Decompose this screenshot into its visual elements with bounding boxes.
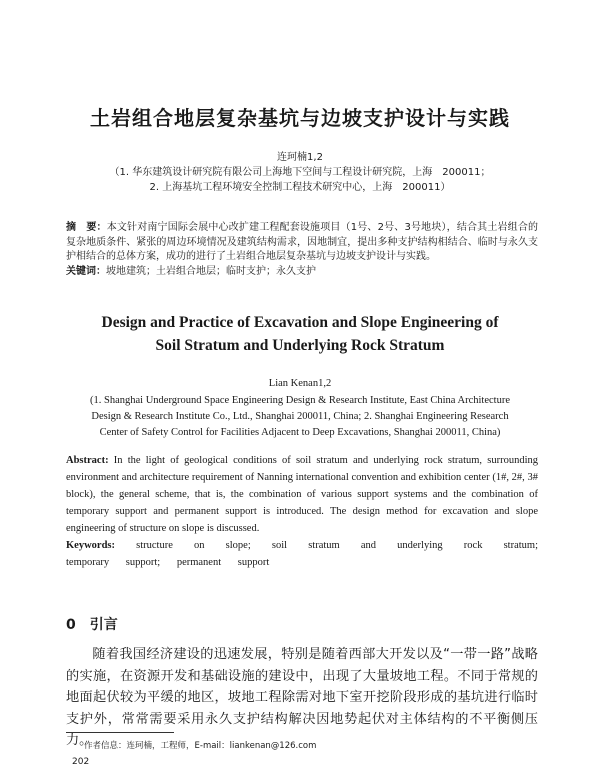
- english-title-line-1: Design and Practice of Excavation and Slope Engineering of: [101, 314, 499, 331]
- keywords-label: 关键词：: [66, 266, 106, 278]
- english-abstract: [66, 452, 538, 571]
- chinese-affiliation-2: 2. 上海基坑工程环境安全控制工程技术研究中心，上海 200011）: [149, 182, 451, 193]
- chinese-author: 连珂楠1,2: [277, 152, 323, 163]
- keywords-label-en: Keywords:: [66, 540, 115, 551]
- english-affiliation-2: Design & Research Institute Co., Ltd., Shanghai 200011, China; 2. Shanghai Engineering Research: [91, 411, 509, 422]
- section-body: 随着我国经济建设的迅速发展，特别是随着西部大开发以及“一带一路”战略的实施，在资源开发和基础设施的建设中，出现了大量坡地工程。不同于常规的地面起伏较为平缓的地区，坡地工程除需对地下室开挖阶段形成的基坑进行临时支护外，常常需要采用永久支护结构解决因地势起伏对主体结构的不平衡侧压力。: [66, 647, 538, 748]
- chinese-title: 土岩组合地层复杂基坑与边坡支护设计与实践: [90, 106, 510, 130]
- keywords-text-en: structure on slope; soil stratum and underlying rock stratum; temporary support; permanent support: [66, 540, 538, 568]
- chinese-affiliation-1: （1. 华东建筑设计研究院有限公司上海地下空间与工程设计研究院，上海 200011；: [109, 167, 491, 178]
- abstract-label-en: Abstract:: [66, 455, 109, 466]
- keywords-text: 坡地建筑；土岩组合地层；临时支护；永久支护: [106, 266, 316, 278]
- english-affiliation-1: (1. Shanghai Underground Space Engineering Design & Research Institute, East China Architecture: [90, 395, 510, 406]
- footnote: 作者信息：连珂楠，工程师，E-mail：liankenan@126.com: [84, 741, 317, 751]
- abstract-text-en: In the light of geological conditions of soil stratum and underlying rock stratum, surrounding environment and architecture requirement of Nanning international convention and exhibition center (1#, 2#, 3# block), the general scheme, that is, the combination of various support systems and the combination of temporary support and permanent support is introduced. The design method for excavation and slope engineering of structure on slope is discussed.: [66, 455, 538, 534]
- abstract-label: 摘 要：: [66, 222, 107, 233]
- abstract-text: 本文针对南宁国际会展中心改扩建工程配套设施项目（1号、2号、3号地块），结合其土岩组合的复杂地质条件、紧张的周边环境情况及建筑结构需求，因地制宜，提出多种支护结构相结合、临时与永久支护相结合的总体方案，成功的进行了土岩组合地层复杂基坑与边坡支护设计与实践。: [66, 222, 539, 263]
- footnote-divider: [66, 732, 174, 733]
- english-author: Lian Kenan1,2: [268, 378, 332, 389]
- section-heading: 0 引言: [66, 617, 118, 633]
- page-number: 202: [72, 757, 90, 767]
- chinese-abstract: [66, 221, 538, 280]
- english-affiliation-3: Center of Safety Control for Facilities Adjacent to Deep Excavations, Shanghai 200011, China): [99, 427, 501, 438]
- english-title-line-2: Soil Stratum and Underlying Rock Stratum: [155, 337, 445, 354]
- english-title: [0, 311, 600, 357]
